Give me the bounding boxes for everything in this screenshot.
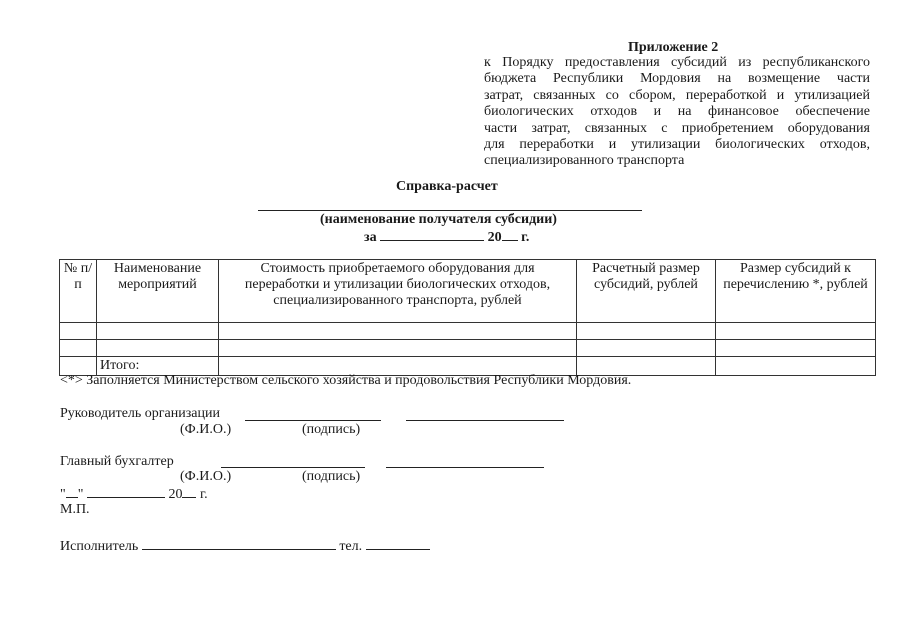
document-title: Справка-расчет (396, 179, 498, 194)
table-row (60, 323, 876, 340)
appendix-line: бюджета Республики Мордовия на возмещение части (484, 71, 870, 87)
head-name-caption: (Ф.И.О.) (180, 422, 232, 437)
accountant-sign-line[interactable] (386, 467, 544, 468)
table-cell[interactable] (219, 323, 577, 340)
table-header-row (60, 260, 876, 323)
phone-label: тел. (339, 539, 363, 554)
executor-name-blank[interactable] (142, 537, 336, 550)
table-cell[interactable] (716, 323, 876, 340)
appendix-line: для переработки и утилизации биологических отходов, (484, 137, 870, 153)
period-prefix: за (364, 230, 377, 245)
subsidy-table (59, 259, 876, 376)
table-cell[interactable] (97, 340, 219, 357)
accountant-label: Главный бухгалтер (60, 454, 174, 469)
appendix-description (484, 55, 870, 170)
appendix-title: Приложение 2 (628, 40, 719, 55)
period-year-blank[interactable] (502, 228, 518, 241)
accountant-sign-caption: (подпись) (302, 469, 361, 484)
date-quote-close: " (77, 487, 84, 502)
appendix-line: к Порядку предоставления субсидий из республиканского (484, 55, 870, 70)
appendix-line: специализированного транспорта (484, 153, 685, 169)
appendix-line: биологических отходов и на финансовое обеспечение (484, 104, 870, 120)
total-label: Итого: (97, 357, 219, 376)
footnote: <*> Заполняется Министерством сельского хозяйства и продовольствия Республики Мордовия. (60, 373, 632, 388)
header-events: Наименование мероприятий (97, 260, 219, 323)
date-day-blank[interactable] (66, 485, 78, 498)
table-cell[interactable] (716, 357, 876, 376)
head-sign-caption: (подпись) (302, 422, 361, 437)
table-cell[interactable] (97, 323, 219, 340)
table-cell[interactable] (577, 340, 716, 357)
head-name-line[interactable] (245, 420, 381, 421)
period-year: 20 (487, 230, 502, 245)
table-row (60, 340, 876, 357)
accountant-name-line[interactable] (221, 467, 365, 468)
date-year-blank[interactable] (182, 485, 196, 498)
date-quote-open: " (60, 487, 66, 502)
date-year: 20 (168, 487, 183, 502)
date-line (60, 485, 208, 503)
table-cell[interactable] (60, 340, 97, 357)
recipient-caption: (наименование получателя субсидии) (320, 212, 557, 227)
phone-blank[interactable] (366, 537, 430, 550)
date-month-blank[interactable] (87, 485, 165, 498)
date-suffix: г. (199, 487, 208, 502)
executor-label: Исполнитель (60, 539, 139, 554)
period-suffix: г. (521, 230, 530, 245)
head-sign-line[interactable] (406, 420, 564, 421)
period-line (364, 228, 529, 246)
header-subsidy-transfer: Размер субсидий к перечислению *, рублей (716, 260, 876, 323)
executor-line (60, 537, 430, 555)
recipient-name-line[interactable] (258, 210, 642, 211)
appendix-line: части затрат, связанных с приобретением оборудования (484, 120, 870, 136)
accountant-name-caption: (Ф.И.О.) (180, 469, 232, 484)
header-number: № п/п (60, 260, 97, 323)
table-cell[interactable] (219, 340, 577, 357)
table-cell[interactable] (577, 323, 716, 340)
table-cell[interactable] (60, 323, 97, 340)
table-cell[interactable] (716, 340, 876, 357)
header-equipment-cost: Стоимость приобретаемого оборудования для переработки и утилизации биологических отходов, специализированного транспорта, рублей (219, 260, 577, 323)
appendix-line: затрат, связанных со сбором, переработкой и утилизацией (484, 87, 870, 103)
head-label: Руководитель организации (60, 406, 220, 421)
stamp-label: М.П. (60, 502, 90, 517)
header-calculated-subsidy: Расчетный размер субсидий, рублей (577, 260, 716, 323)
period-blank[interactable] (380, 228, 484, 241)
